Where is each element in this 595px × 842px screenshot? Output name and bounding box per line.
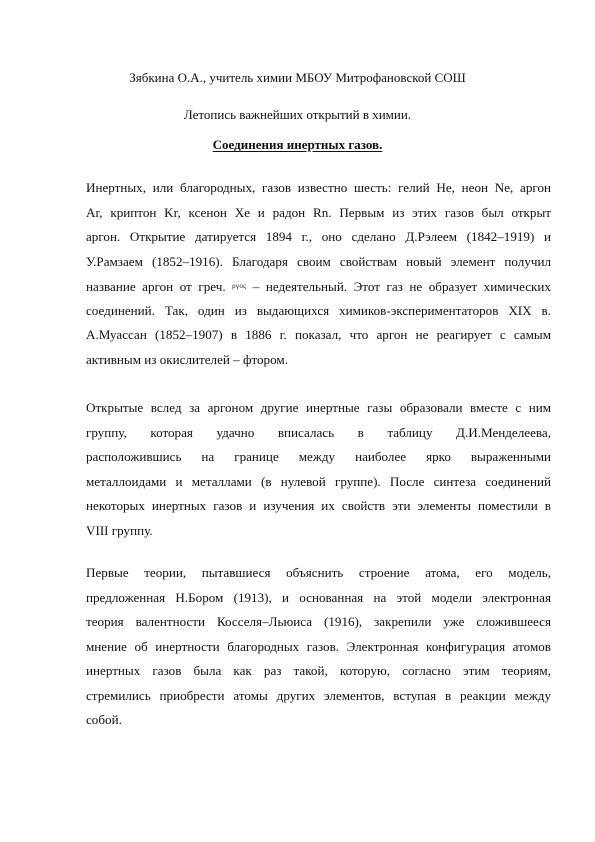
paragraph-line: Открытые вслед за аргоном другие инертные газы образовали вместе с ним [86, 400, 551, 415]
paragraph-line: Первые теории, пытавшиеся объяснить строение атома, его модель, [86, 565, 551, 580]
greek-word: ργος [232, 282, 247, 290]
paragraph-atomic-theory [86, 561, 551, 733]
paragraph-line: Ar, криптон Kr, ксенон Xe и радон Rn. Первым из этих газов был открыт [86, 204, 551, 220]
paragraph-line: инертных газов была как раз такой, которую, согласно этим теориям, [86, 663, 551, 678]
paragraph-line: аргон. Открытие датируется 1894 г., оно сделано Д.Рэлеем (1842–1919) и [86, 229, 551, 244]
paragraph-line: металлоидами и металлами (в нулевой группе). После синтеза соединений [86, 473, 551, 489]
paragraph-line: Инертных, или благородных, газов известно шесть: гелий He, неон Ne, аргон [86, 180, 551, 195]
paragraph-line: активным из окислителей – фтором. [86, 351, 288, 367]
paragraph-line: мнение об инертности благородных газов. Электронная конфигурация атомов [86, 638, 551, 654]
paragraph-line: расположившись на границе между наиболее ярко выраженными [86, 449, 551, 464]
section-subtitle: Соединения инертных газов. [212, 137, 383, 152]
paragraph-line: группу, которая удачно вписалась в таблицу Д.И.Менделеева, [86, 424, 551, 440]
paragraph-line: предложенная Н.Бором (1913), и основанная на этой модели электронная [86, 589, 551, 605]
paragraph-line: собой. [86, 712, 122, 727]
line-start-text: название аргон от греч. [86, 279, 226, 294]
paragraph-line: некоторых инертных газов и изучения их свойств эти элементы поместили в [86, 498, 551, 513]
paragraph-line: У.Рамзаем (1852–1916). Благодаря своим свойствам новый элемент получил [86, 253, 551, 269]
line-end-text: – недеятельный. Этот газ не образует химических [252, 279, 551, 294]
paragraph-line: А.Муассан (1852–1907) в 1886 г. показал, что аргон не реагирует с самым [86, 327, 551, 342]
paragraph-line-with-greek [86, 274, 551, 299]
author-line: Зябкина О.А., учитель химии МБОУ Митрофановской СОШ [129, 70, 466, 85]
paragraph-noble-gases-discovery [86, 176, 551, 372]
paragraph-periodic-table-group [86, 396, 551, 543]
paragraph-line: теория валентности Косселя–Льюиса (1916), закрепили уже сложившееся [86, 614, 551, 629]
paragraph-line: стремились приобрести атомы других элементов, вступая в реакции между [86, 687, 551, 703]
paragraph-line: соединений. Так, один из выдающихся химиков-экспериментаторов XIX в. [86, 302, 551, 318]
document-title: Летопись важнейших открытий в химии. [183, 107, 412, 122]
paragraph-line: VIII группу. [86, 522, 153, 538]
